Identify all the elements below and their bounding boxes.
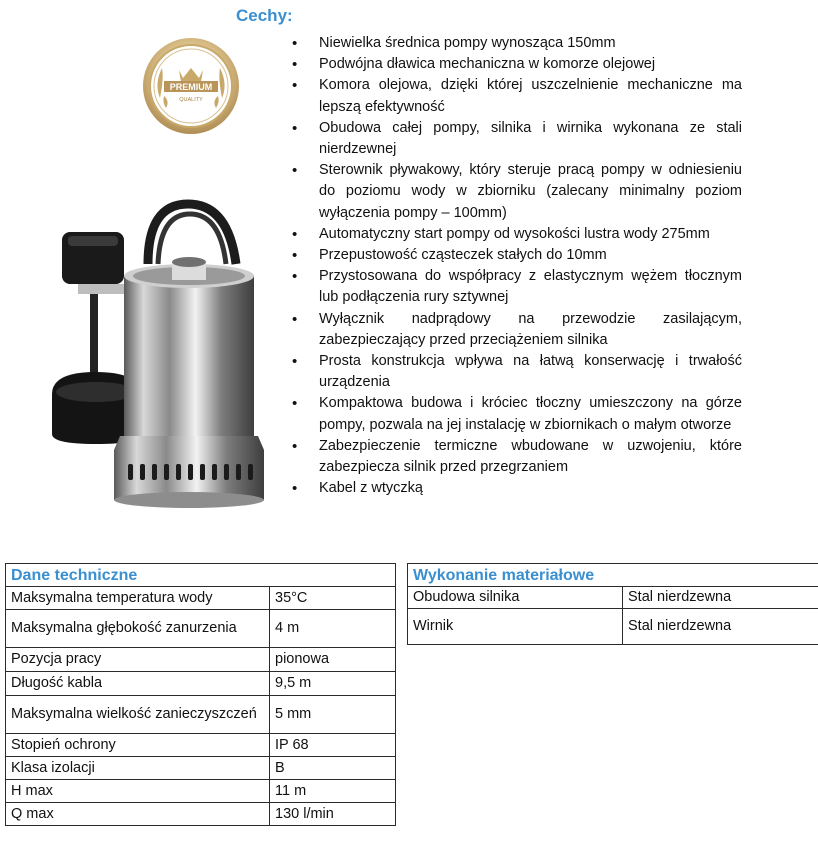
table-row [6,672,396,696]
spec-key: H max [6,780,270,803]
table-row [408,587,818,609]
table-row [6,803,396,826]
feature-item: • Kompaktowa budowa i króciec tłoczny umieszczony na górze pompy, pozwala na jej instalację w zbiornikach o małym otworze [292,393,742,435]
feature-item: • Niewielka średnica pompy wynosząca 150mm [292,33,742,54]
features-list [292,33,742,499]
spec-value: 11 m [270,780,396,803]
spec-key: Maksymalna wielkość zanieczyszczeń [6,696,270,734]
badge-quality-text: QUALITY [179,97,203,103]
table-row [6,734,396,757]
material-key: Obudowa silnika [408,587,623,609]
pump-image [38,186,274,516]
premium-quality-badge-icon [138,36,244,136]
material-key: Wirnik [408,609,623,645]
table-row [408,609,818,645]
spec-value: 9,5 m [270,672,396,696]
feature-item: • Sterownik pływakowy, który steruje pracą pompy w odniesieniu do poziomu wody w zbiorniku (zalecany minimalny poziom wyłączenia pompy – 100mm) [292,160,742,224]
features-title: Cechy: [236,6,293,25]
material-title: Wykonanie materiałowe [408,564,818,587]
spec-value: 5 mm [270,696,396,734]
spec-key: Maksymalna temperatura wody [6,587,270,610]
spec-value: 130 l/min [270,803,396,826]
feature-item: • Zabezpieczenie termiczne wbudowane w uzwojeniu, które zabezpiecza silnik przed przegrzaniem [292,436,742,478]
feature-item: • Prosta konstrukcja wpływa na łatwą konserwację i trwałość urządzenia [292,351,742,393]
table-row [6,780,396,803]
table-row [6,757,396,780]
table-row [6,610,396,648]
spec-value: 35°C [270,587,396,610]
feature-item: • Przystosowana do współpracy z elastycznym wężem tłocznym lub podłączenia rury sztywnej [292,266,742,308]
feature-item: • Automatyczny start pompy od wysokości lustra wody 275mm [292,224,742,245]
technical-data-title: Dane techniczne [6,564,396,587]
spec-value: 4 m [270,610,396,648]
table-row [6,587,396,610]
material-value: Stal nierdzewna [623,587,818,609]
feature-item: • Podwójna dławica mechaniczna w komorze olejowej [292,54,742,75]
spec-key: Klasa izolacji [6,757,270,780]
material-table [407,563,818,645]
table-row [6,696,396,734]
feature-item: • Kabel z wtyczką [292,478,742,499]
technical-data-table [5,563,396,826]
feature-item: • Obudowa całej pompy, silnika i wirnika wykonana ze stali nierdzewnej [292,118,742,160]
spec-key: Długość kabla [6,672,270,696]
table-row [6,648,396,672]
feature-item: • Komora olejowa, dzięki której uszczelnienie mechaniczne ma lepszą efektywność [292,75,742,117]
spec-key: Pozycja pracy [6,648,270,672]
spec-key: Maksymalna głębokość zanurzenia [6,610,270,648]
feature-item: • Wyłącznik nadprądowy na przewodzie zasilającym, zabezpieczający przed przeciążeniem silnika [292,309,742,351]
spec-value: IP 68 [270,734,396,757]
feature-item: • Przepustowość cząsteczek stałych do 10mm [292,245,742,266]
spec-value: B [270,757,396,780]
spec-key: Stopień ochrony [6,734,270,757]
badge-premium-text: PREMIUM [169,82,213,92]
spec-value: pionowa [270,648,396,672]
spec-key: Q max [6,803,270,826]
material-value: Stal nierdzewna [623,609,818,645]
